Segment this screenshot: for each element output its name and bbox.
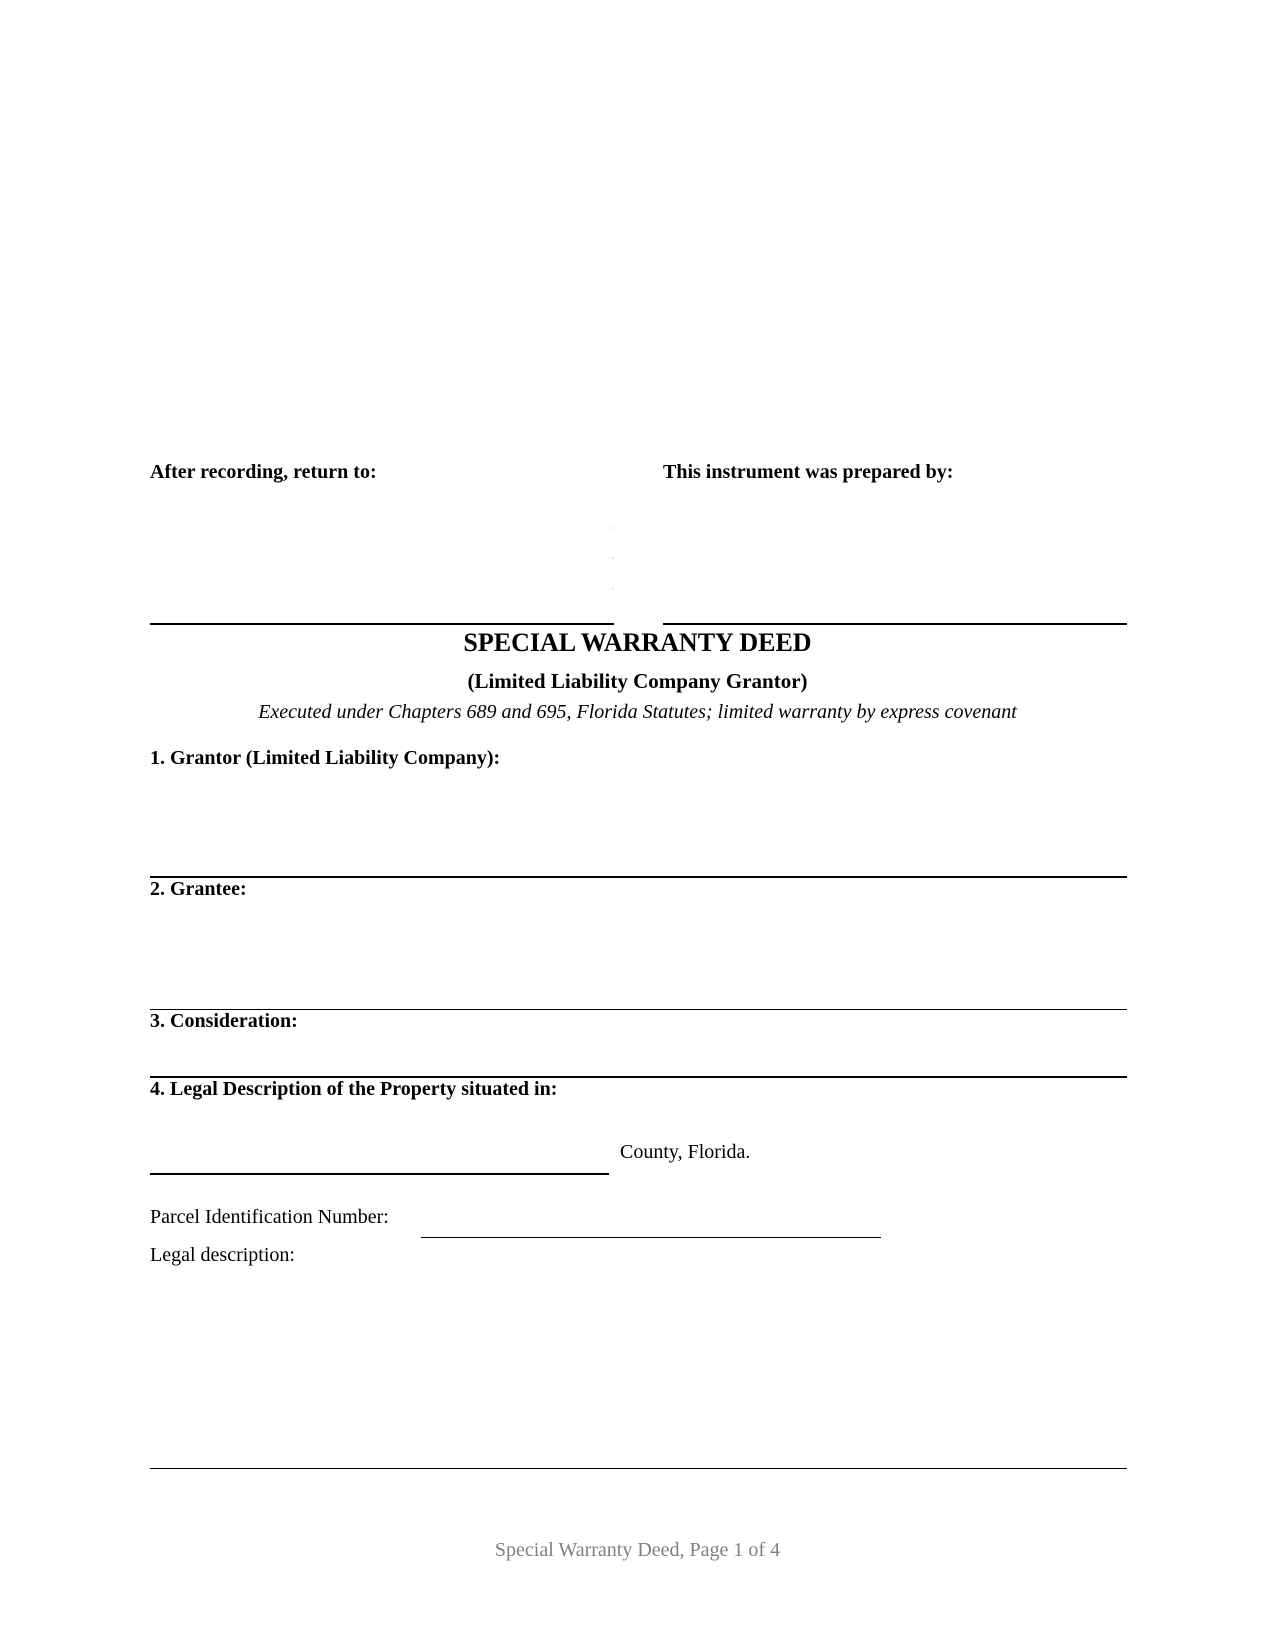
legal-description-heading: 4. Legal Description of the Property situated in: bbox=[150, 1078, 558, 1100]
legal-description-blank-line[interactable] bbox=[150, 1468, 1127, 1469]
prepared-by-blank-line[interactable] bbox=[663, 623, 1127, 625]
consideration-heading: 3. Consideration: bbox=[150, 1010, 298, 1032]
legal-description-label: Legal description: bbox=[150, 1244, 295, 1266]
page-footer: Special Warranty Deed, Page 1 of 4 bbox=[494, 1539, 781, 1561]
return-to-label: After recording, return to: bbox=[150, 461, 377, 483]
county-suffix: County, Florida. bbox=[620, 1141, 751, 1163]
parcel-id-blank-line[interactable] bbox=[421, 1237, 881, 1238]
faint-mark bbox=[612, 588, 614, 590]
return-to-blank-line[interactable] bbox=[150, 623, 614, 625]
grantor-heading: 1. Grantor (Limited Liability Company): bbox=[150, 747, 501, 769]
faint-mark bbox=[612, 527, 614, 529]
deed-subtitle: (Limited Liability Company Grantor) bbox=[467, 669, 808, 693]
grantor-blank-line[interactable] bbox=[150, 876, 1127, 878]
faint-mark bbox=[612, 557, 614, 559]
parcel-id-label: Parcel Identification Number: bbox=[150, 1206, 389, 1228]
deed-title: SPECIAL WARRANTY DEED bbox=[463, 628, 812, 657]
prepared-by-label: This instrument was prepared by: bbox=[663, 461, 954, 483]
grantee-heading: 2. Grantee: bbox=[150, 878, 247, 900]
statute-note: Executed under Chapters 689 and 695, Florida Statutes; limited warranty by express covenant bbox=[258, 701, 1017, 723]
county-blank-line[interactable] bbox=[150, 1173, 609, 1175]
